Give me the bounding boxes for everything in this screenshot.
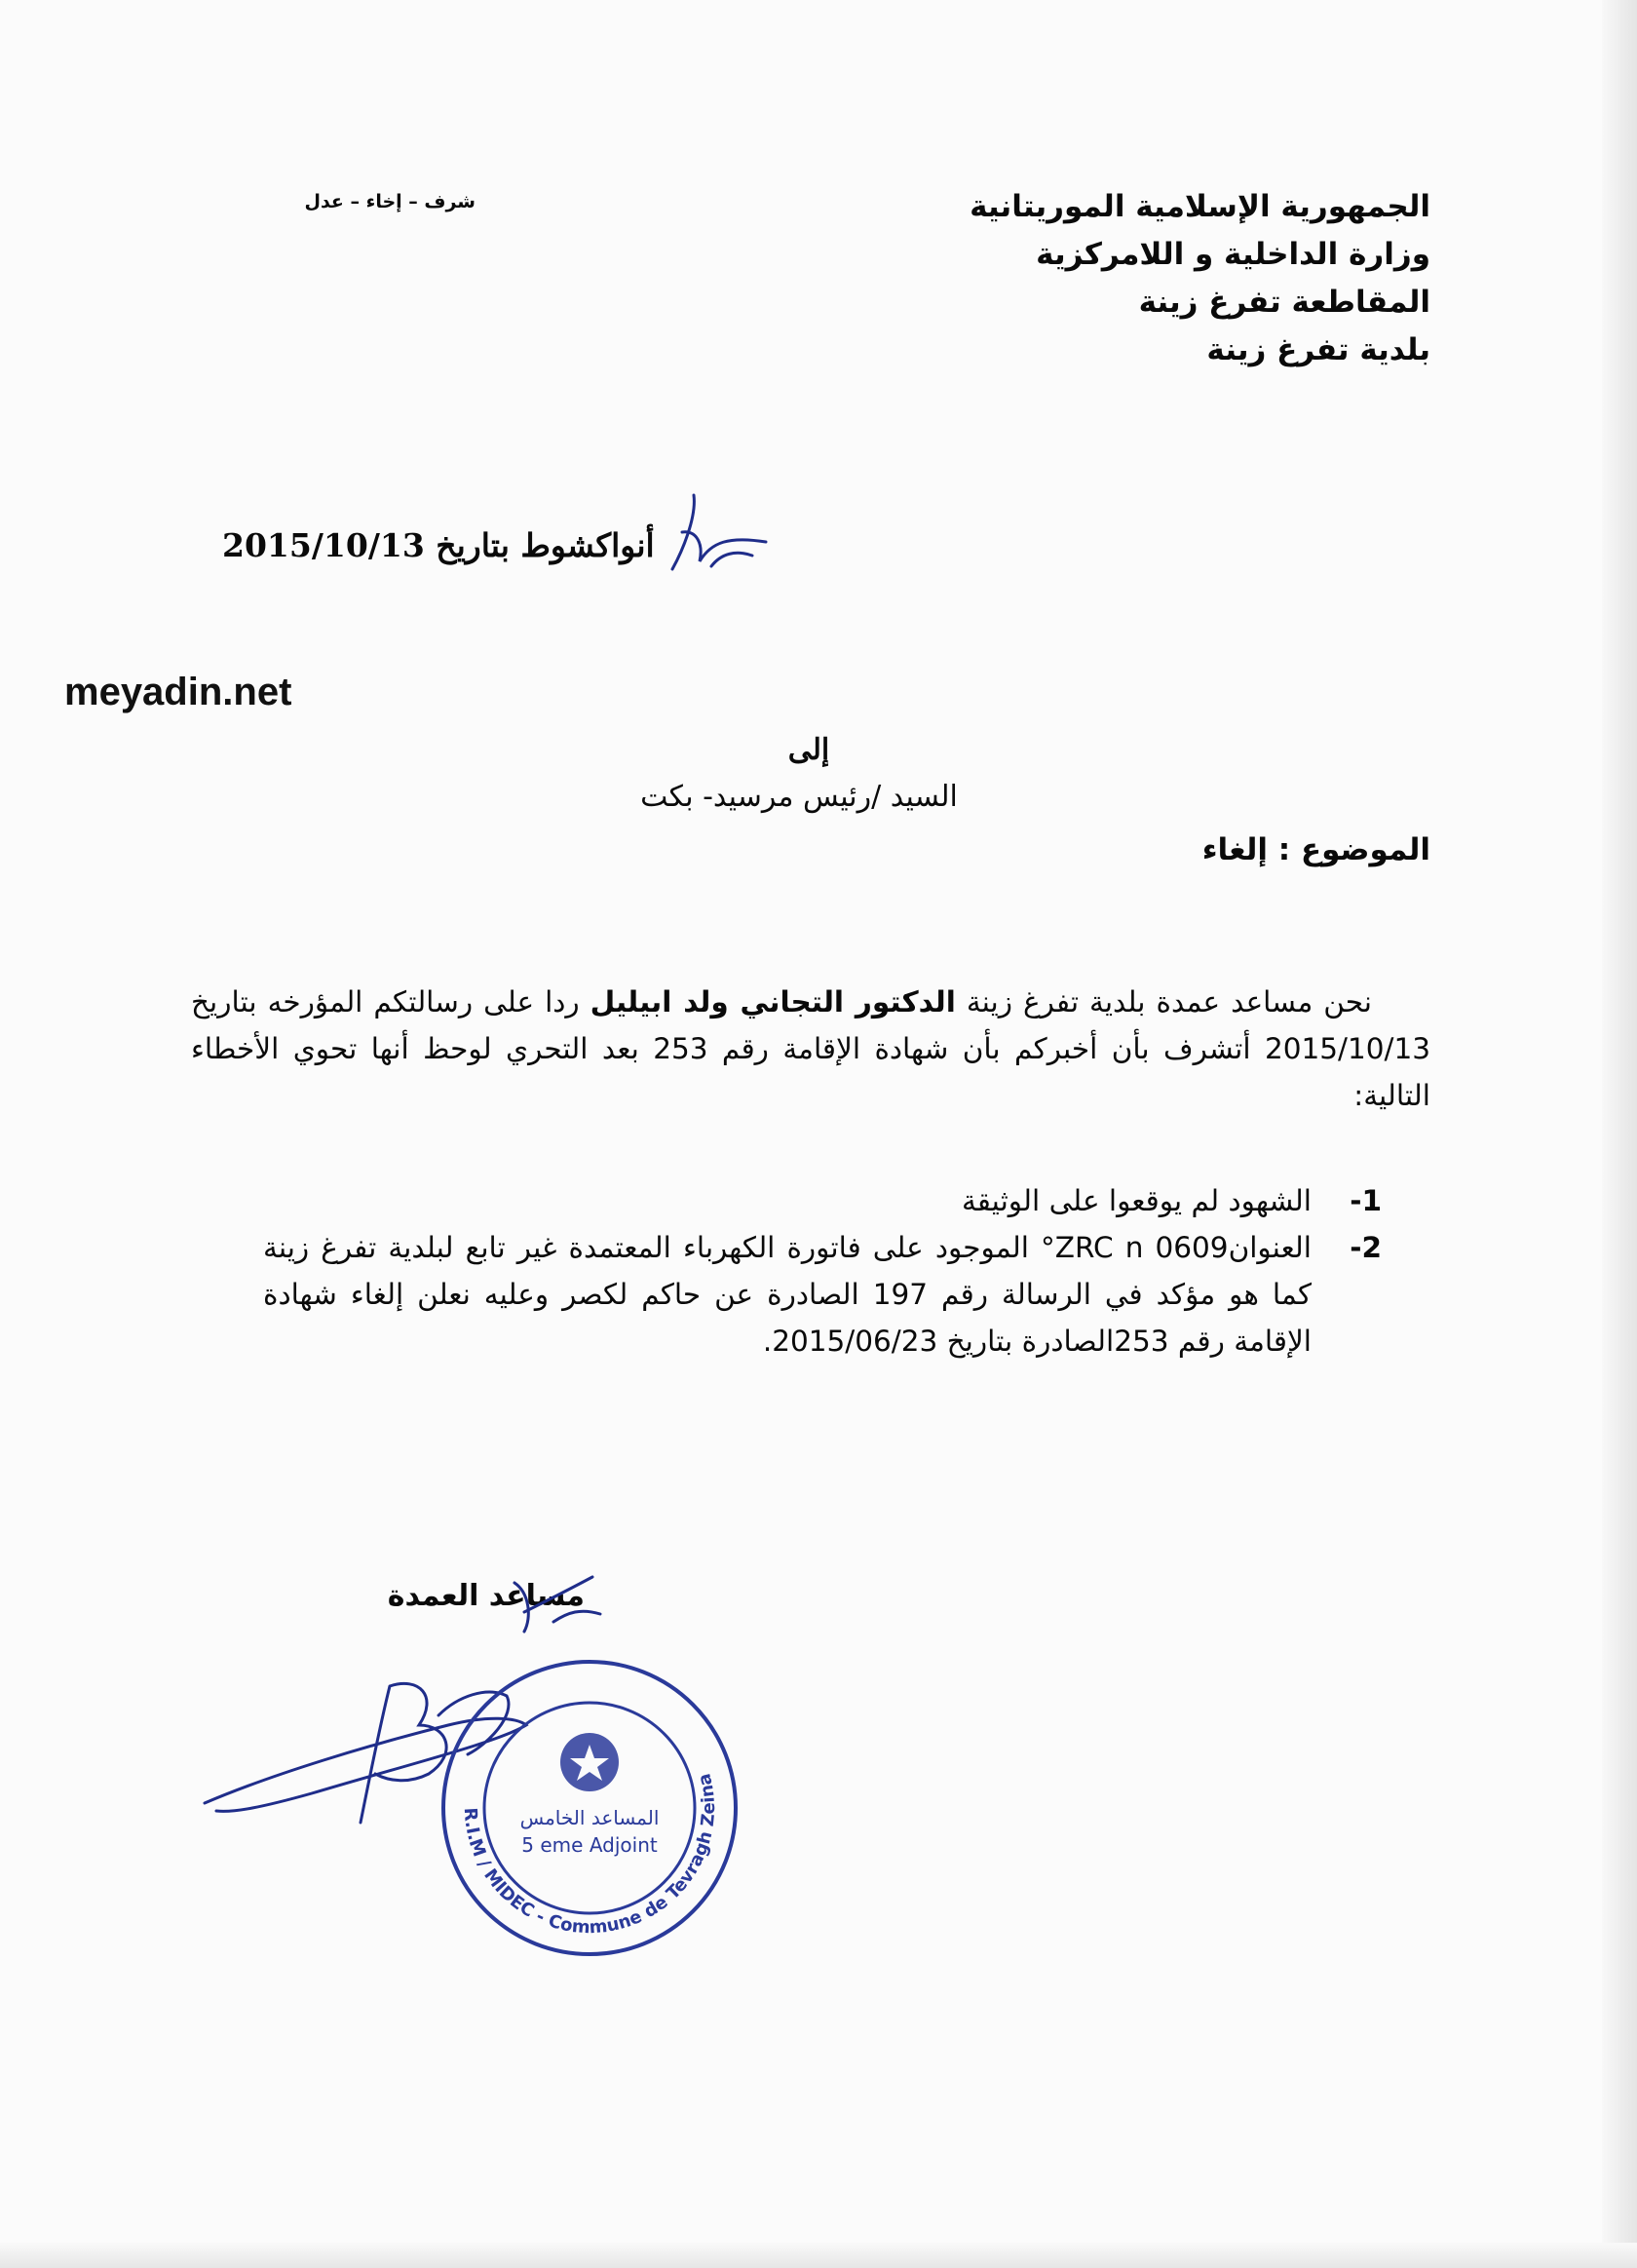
- signatory-title: مساعد العمدة: [387, 1579, 585, 1613]
- handwritten-initials-2: [495, 1563, 612, 1641]
- page-edge-shadow-bottom: [0, 2243, 1637, 2268]
- handwritten-initials: [643, 474, 780, 591]
- letterhead-district: المقاطعة تفرغ زينة: [1138, 285, 1430, 320]
- list-item: [263, 1224, 1382, 1365]
- national-motto: شرف – إخاء – عدل: [304, 191, 476, 212]
- body-text-part1: نحن مساعد عمدة بلدية تفرغ زينة: [955, 985, 1372, 1019]
- body-text-part2: ردا على رسالتكم المؤرخه بتاريخ 2015/10/13 أتشرف بأن أخبركم بأن شهادة الإقامة رقم 253 بعد التحري لوحظ أنها تحوي الأخطاء التالية:: [191, 985, 1431, 1112]
- list-number: 2-: [1350, 1231, 1382, 1264]
- list-item: [263, 1177, 1382, 1224]
- place-and-date: أنواكشوط بتاريخ 2015/10/13: [222, 526, 655, 564]
- errors-list: [263, 1177, 1382, 1365]
- letterhead-country: الجمهورية الإسلامية الموريتانية: [970, 189, 1430, 224]
- to-label: إلى: [787, 733, 830, 767]
- stamp-ring-text: R.I.M / MIDEC - Commune de Tevragh Zeina: [459, 1771, 720, 1939]
- official-stamp: [429, 1647, 750, 1969]
- website-watermark: meyadin.net: [64, 671, 292, 713]
- stamp-inner-arabic: المساعد الخامس: [519, 1806, 660, 1829]
- letter-body: [191, 979, 1430, 1119]
- recipient: السيد /رئيس مرسيد- بكت: [640, 780, 958, 814]
- letterhead: [846, 183, 1430, 374]
- list-text: الشهود لم يوقعوا على الوثيقة: [961, 1184, 1312, 1217]
- page-edge-shadow: [1602, 0, 1637, 2268]
- emblem-icon: [560, 1733, 619, 1791]
- subject-line: الموضوع : إلغاء: [1201, 832, 1430, 867]
- list-number: 1-: [1350, 1184, 1382, 1217]
- list-text: العنوان0609 ZRC n° الموجود على فاتورة الكهرباء المعتمدة غير تابع لبلدية تفرغ زينة كما هو مؤكد في الرسالة رقم 197 الصادرة عن حاكم لكصر وعليه نعلن إلغاء شهادة الإقامة رقم 253الصادرة بتاريخ 2015/06/23.: [263, 1231, 1312, 1358]
- stamp-inner-latin: 5 eme Adjoint: [521, 1833, 658, 1857]
- letterhead-municipality: بلدية تفرغ زينة: [1206, 332, 1430, 367]
- body-bold-name: الدكتور التجاني ولد ابيليل: [590, 985, 956, 1019]
- letterhead-ministry: وزارة الداخلية و اللامركزية: [1036, 237, 1430, 272]
